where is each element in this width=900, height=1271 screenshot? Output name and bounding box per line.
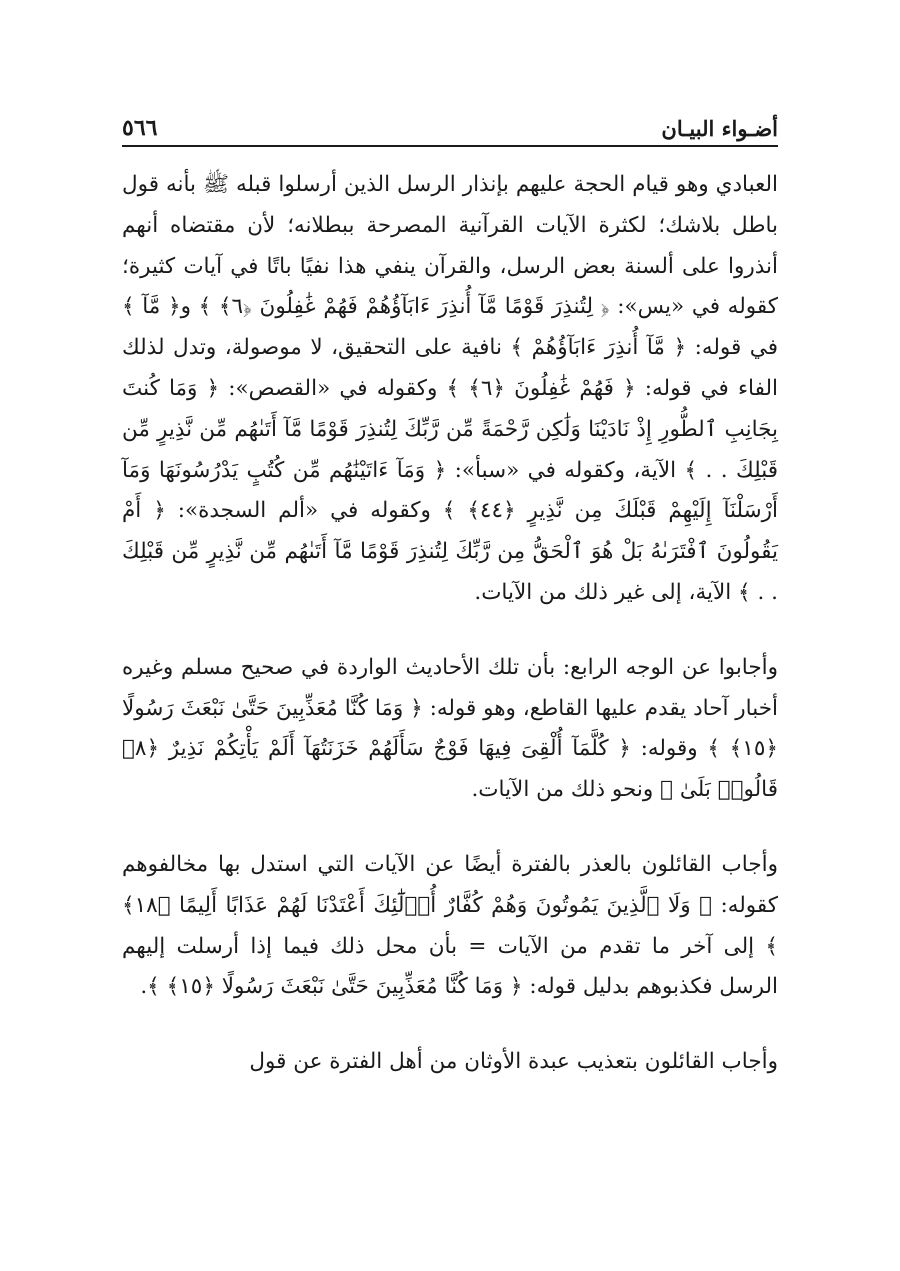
page-number: ٥٦٦ xyxy=(122,115,158,141)
paragraph-4: وأجاب القائلون بتعذيب عبدة الأوثان من أهل الفترة عن قول xyxy=(249,1049,778,1075)
page-body xyxy=(122,165,778,1083)
paragraph-1: العبادي وهو قيام الحجة عليهم بإنذار الرسل الذين أرسلوا قبله ﷺ بأنه قول باطل بلاشك؛ لكثرة الآيات القرآنية المصرحة ببطلانه؛ لأن مقتضاه أنهم أنذروا على ألسنة بعض الرسل، والقرآن ينفي هذا نفيًا باتًا في آيات كثيرة؛ كقوله في «يس»: ﴿ لِتُنذِرَ قَوْمًا مَّآ أُنذِرَ ءَابَآؤُهُمْ فَهُمْ غَٰفِلُونَ ﴿٦﴾ ﴾ و﴿ مَّآ ﴾ في قوله: ﴿ مَّآ أُنذِرَ ءَابَآؤُهُمْ ﴾ نافية على التحقيق، لا موصولة، وتدل لذلك الفاء في قوله: ﴿ فَهُمْ غَٰفِلُونَ ﴿٦﴾ ﴾ وكقوله في «القصص»: ﴿ وَمَا كُنتَ بِجَانِبِ ٱلطُّورِ إِذْ نَادَيْنَا وَلَٰكِن رَّحْمَةً مِّن رَّبِّكَ لِتُنذِرَ قَوْمًا مَّآ أَتَىٰهُم مِّن نَّذِيرٍ مِّن قَبْلِكَ . . ﴾ الآية، وكقوله في «سبأ»: ﴿ وَمَآ ءَاتَيْنَٰهُم مِّن كُتُبٍ يَدْرُسُونَهَا وَمَآ أَرْسَلْنَآ إِلَيْهِمْ قَبْلَكَ مِن نَّذِيرٍ ﴿٤٤﴾ ﴾ وكقوله في «ألم السجدة»: ﴿ أَمْ يَقُولُونَ ٱفْتَرَىٰهُ بَلْ هُوَ ٱلْحَقُّ مِن رَّبِّكَ لِتُنذِرَ قَوْمًا مَّآ أَتَىٰهُم مِّن نَّذِيرٍ مِّن قَبْلِكَ . . ﴾ الآية، إلى غير ذلك من الآيات. xyxy=(122,172,779,605)
page-header xyxy=(122,105,778,147)
paragraph-3: وأجاب القائلون بالعذر بالفترة أيضًا عن الآيات التي استدل بها مخالفوهم كقوله: ﴿ وَلَا ٱلَّذِينَ يَمُوتُونَ وَهُمْ كُفَّارٌ أُو۟لَٰٓئِكَ أَعْتَدْنَا لَهُمْ عَذَابًا أَلِيمًا ﴿١٨﴾ ﴾ إلى آخر ما تقدم من الآيات = بأن محل ذلك فيما إذا أرسلت إليهم الرسل فكذبوهم بدليل قوله: ﴿ وَمَا كُنَّا مُعَذِّبِينَ حَتَّىٰ نَبْعَثَ رَسُولًا ﴿١٥﴾ ﴾. xyxy=(122,851,778,1000)
paragraph-2: وأجابوا عن الوجه الرابع: بأن تلك الأحاديث الواردة في صحيح مسلم وغيره أخبار آحاد يقدم عليها القاطع، وهو قوله: ﴿ وَمَا كُنَّا مُعَذِّبِينَ حَتَّىٰ نَبْعَثَ رَسُولًا ﴿١٥﴾ ﴾ وقوله: ﴿ كُلَّمَآ أُلْقِىَ فِيهَا فَوْجٌ سَأَلَهُمْ خَزَنَتُهَآ أَلَمْ يَأْتِكُمْ نَذِيرٌ ﴿٨﴾ قَالُوا۟ بَلَىٰ ﴾ ونحو ذلك من الآيات. xyxy=(121,654,778,803)
book-page xyxy=(122,105,778,1205)
book-title: أضـواء البيـان xyxy=(661,116,778,141)
